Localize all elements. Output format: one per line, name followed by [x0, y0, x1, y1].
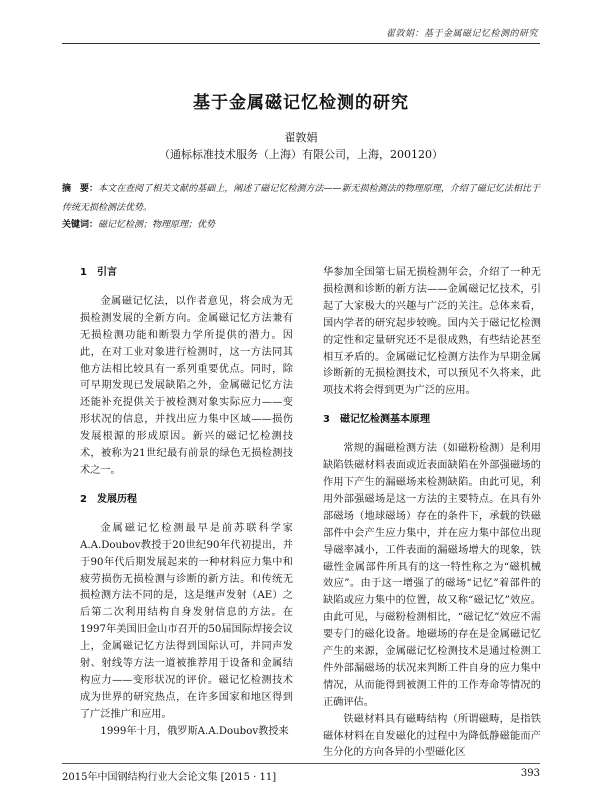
paper-title: 基于金属磁记忆检测的研究 — [193, 93, 409, 113]
footer-rule — [62, 763, 540, 764]
keywords-text: 磁记忆检测；物理原理；优势 — [98, 220, 216, 230]
footer-proceedings: 2015年中国钢结构行业大会论文集 [2015 · 11] — [62, 772, 277, 783]
right-column — [323, 265, 541, 762]
author: 翟敦娟 — [284, 131, 318, 144]
affiliation: （通标标准技术服务（上海）有限公司，上海，200120） — [159, 148, 443, 161]
history-paragraph-2-continued: 华参加全国第七届无损检测年会，介绍了一种无损检测和诊断的新方法——金属磁记忆技术，引起了大家极大的兴趣与广泛的关注。总体来看，国内学者的研究起步较晚。国内关于磁记忆检测的定性和定量研究还不是很成熟，有些结论甚至相互矛盾的。金属磁记忆检测方法作为早期金属诊断新的无损检测技术，可以预见不久将来，此项技术将会得到更为广泛的应用。 — [323, 267, 541, 397]
section-heading-principle: 3 磁记忆检测基本原理 — [323, 414, 430, 426]
keywords-label: 关键词： — [62, 220, 99, 230]
abstract-text: 本文在查阅了相关文献的基础上，阐述了磁记忆检测方法——新无损检测法的物理原理，介绍了磁记忆法相比于传统无损检测法优势。 — [62, 184, 540, 213]
abstract — [62, 180, 540, 218]
left-column — [80, 265, 293, 741]
running-head: 翟敦娟：基于金属磁记忆检测的研究 — [385, 29, 538, 39]
history-paragraph-1: 金属磁记忆检测最早是前苏联科学家A.A.Doubov教授于20世纪90年代初提出，并于90年代后期发展起来的一种材料应力集中和疲劳损伤无损检测与诊断的新方法。和传统无损检测方法不同的是，这是继声发射（AE）之后第二次利用结构自身发射信息的方法。在1997年美国旧金山市召开的50届国际焊接会议上，金属磁记忆方法得到国际认可，并同声发射、射线等方法一道被推荐用于设备和金属结构应力——变形状况的评价。磁记忆检测技术成为世界的研究热点，在许多国家和地区得到了广泛推广和应用。 — [80, 522, 293, 720]
abstract-label: 摘 要： — [62, 184, 99, 194]
principle-paragraph-2: 铁磁材料具有磁畴结构（所谓磁畴，是指铁磁体材料在自发磁化的过程中为降低静磁能而产生分化的方向各异的小型磁化区 — [323, 713, 541, 759]
section-heading-intro: 1 引言 — [80, 267, 117, 278]
section-heading-history: 2 发展历程 — [80, 493, 137, 505]
page-number: 393 — [520, 768, 540, 779]
intro-paragraph: 金属磁记忆法，以作者意见，将会成为无损检测发展的全新方向。金属磁记忆方法兼有无损检测功能和断裂力学所提供的潜力。因此，在对工业对象进行检测时，这一方法同其他方法相比较具有一系列重要优点。同时，除可早期发现已发展缺陷之外，金属磁记忆方法还能补充提供关于被检测对象实际应力——变形状况的信息，并找出应力集中区域——损伤发展根源的形成原因。新兴的磁记忆检测技术，被称为21世纪最有前景的绿色无损检测技术之一。 — [80, 295, 293, 476]
history-paragraph-2: 1999年十月，俄罗斯A.A.Doubov教授来 — [100, 725, 289, 737]
principle-paragraph-1: 常规的漏磁检测方法（如磁粉检测）是利用缺陷铁磁材料表面或近表面缺陷在外部强磁场的作用下产生的漏磁场来检测缺陷。由此可见，利用外部强磁场是这一方法的主要特点。在具有外部磁场（地球磁场）存在的条件下，承载的铁磁部件中会产生应力集中，并在应力集中部位出现导磁率减小，工件表面的漏磁场增大的现象，铁磁性金属部件所具有的这一特性称之为“磁机械效应”。由于这一增强了的磁场“记忆”着部件的缺陷或应力集中的位置，故又称“磁记忆”效应。由此可见，与磁粉检测相比，“磁记忆”效应不需要专门的磁化设备。地磁场的存在是金属磁记忆产生的来源，金属磁记忆检测技术是通过检测工件外部漏磁场的状况来判断工件自身的应力集中情况，从而能得到被测工件的工作寿命等情况的正确评估。 — [323, 443, 541, 708]
keywords — [62, 217, 540, 233]
header-rule — [62, 43, 540, 44]
